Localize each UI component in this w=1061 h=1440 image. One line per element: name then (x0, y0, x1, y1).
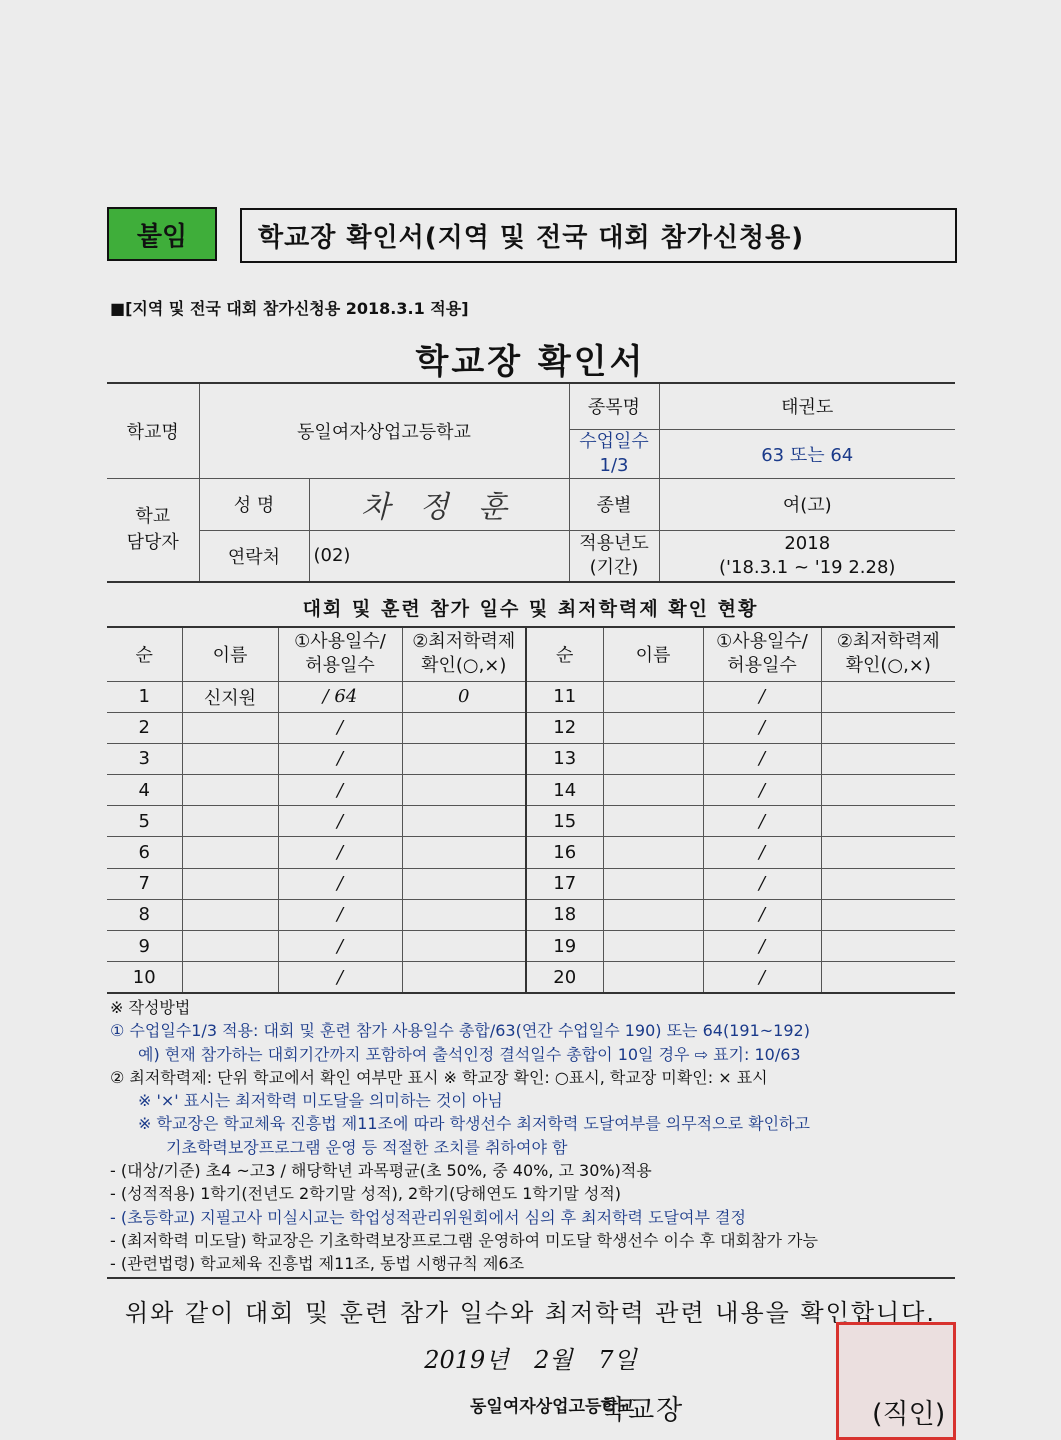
instruction-line: - (성적적용) 1학기(전년도 2학기말 성적), 2학기(당해연도 1학기말 성적) (110, 1184, 622, 1204)
manager-label-line2: 담당자 (126, 531, 179, 553)
row-no-right: 14 (526, 775, 603, 806)
contact-value: (02) (309, 530, 569, 582)
header-check-right (821, 627, 955, 681)
row-check (402, 775, 526, 806)
row-name (182, 837, 278, 868)
row-name (182, 931, 278, 962)
row-no-right: 15 (526, 806, 603, 837)
year-value (659, 530, 955, 582)
row-check-right (821, 743, 955, 774)
class-days-value: 63 또는 64 (659, 429, 955, 478)
attachment-tag: 붙임 (107, 207, 217, 261)
row-check (402, 931, 526, 962)
event-value: 태권도 (659, 383, 955, 429)
row-name (182, 899, 278, 930)
contact-label: 연락처 (199, 530, 309, 582)
row-no: 7 (107, 868, 182, 899)
instruction-line: ※ '×' 표시는 최저학력 미도달을 의미하는 것이 아님 (138, 1091, 503, 1111)
row-no: 8 (107, 899, 182, 930)
row-name-right (603, 931, 703, 962)
instruction-line: 예) 현재 참가하는 대회기간까지 포함하여 출석인정 결석일수 총합이 10일 경우 ⇨ 표기: 10/63 (138, 1044, 801, 1064)
row-no: 3 (107, 743, 182, 774)
year-label-line2: (기간) (589, 556, 639, 578)
seal-label: (직인) (872, 1399, 946, 1430)
row-no: 5 (107, 806, 182, 837)
row-check (402, 806, 526, 837)
row-name (182, 962, 278, 993)
row-days: / (278, 712, 402, 743)
instruction-line: ※ 작성방법 (110, 998, 191, 1017)
section-title: 대회 및 훈련 참가 일수 및 최저학력제 확인 현황 (302, 598, 759, 620)
class-days-label (569, 429, 659, 478)
row-name-right (603, 899, 703, 930)
row-name (182, 868, 278, 899)
row-no: 2 (107, 712, 182, 743)
header-check-right-line1: ②최저학력제 (836, 631, 940, 653)
header-days-line2: 허용일수 (305, 655, 375, 677)
page-title: 학교장 확인서 (415, 342, 646, 382)
table-row (107, 962, 955, 993)
row-check-right (821, 962, 955, 993)
row-check (402, 712, 526, 743)
row-name (182, 806, 278, 837)
year-label (569, 530, 659, 582)
class-days-label-line2: 1/3 (599, 454, 629, 476)
row-check (402, 899, 526, 930)
row-days-right: / (703, 806, 821, 837)
row-name-right (603, 681, 703, 712)
table-row (107, 899, 955, 930)
row-name-right (603, 775, 703, 806)
row-no-right: 11 (526, 681, 603, 712)
name-value: 차 정 훈 (309, 478, 569, 530)
name-label: 성 명 (199, 478, 309, 530)
row-no-right: 12 (526, 712, 603, 743)
event-label: 종목명 (569, 383, 659, 429)
table-row (107, 837, 955, 868)
row-days-right: / (703, 743, 821, 774)
instruction-line: - (최저학력 미도달) 학교장은 기초학력보장프로그램 운영하여 미도달 학생선수 이수 후 대회참가 가능 (110, 1230, 818, 1250)
type-value: 여(고) (659, 478, 955, 530)
row-name (182, 712, 278, 743)
row-no-right: 16 (526, 837, 603, 868)
row-days-right: / (703, 868, 821, 899)
header-check-line2: 확인(○,×) (421, 655, 507, 677)
row-no: 6 (107, 837, 182, 868)
row-name-right (603, 806, 703, 837)
header-no: 순 (107, 627, 182, 681)
row-check (402, 837, 526, 868)
row-days-right: / (703, 962, 821, 993)
row-no: 10 (107, 962, 182, 993)
row-check-right (821, 868, 955, 899)
date-day: 7일 (598, 1346, 637, 1374)
writing-instructions (110, 996, 960, 1276)
date-month: 2월 (534, 1346, 573, 1374)
row-no: 9 (107, 931, 182, 962)
header-check (402, 627, 526, 681)
row-no-right: 20 (526, 962, 603, 993)
header-name: 이름 (182, 627, 278, 681)
year-value-line2: ('18.3.1 ~ '19 2.28) (719, 556, 896, 578)
row-no: 1 (107, 681, 182, 712)
row-check (402, 743, 526, 774)
instruction-line: ※ 학교장은 학교체육 진흥법 제11조에 따라 학생선수 최저학력 도달여부를 의무적으로 확인하고 (138, 1114, 810, 1134)
row-days: / (278, 899, 402, 930)
table-row (107, 743, 955, 774)
row-name (182, 775, 278, 806)
row-check-right (821, 681, 955, 712)
header-no-right: 순 (526, 627, 603, 681)
table-row (107, 712, 955, 743)
instruction-line: ① 수업일수1/3 적용: 대회 및 훈련 참가 사용일수 총합/63(연간 수업일수 190) 또는 64(191~192) (110, 1021, 810, 1041)
year-label-line1: 적용년도 (579, 532, 649, 554)
principal-label: 학교장 (600, 1395, 685, 1426)
divider (107, 1277, 955, 1279)
row-check-right (821, 712, 955, 743)
document-header-title: 학교장 확인서(지역 및 전국 대회 참가신청용) (240, 208, 957, 263)
row-days-right: / (703, 775, 821, 806)
row-no-right: 17 (526, 868, 603, 899)
row-check-right (821, 931, 955, 962)
row-no-right: 19 (526, 931, 603, 962)
row-days: / (278, 962, 402, 993)
row-days: / (278, 837, 402, 868)
table-row (107, 931, 955, 962)
row-check (402, 962, 526, 993)
row-check-right (821, 837, 955, 868)
header-days-line1: ①사용일수/ (294, 631, 386, 653)
row-check (402, 868, 526, 899)
row-check-right (821, 899, 955, 930)
info-table (107, 382, 955, 583)
header-days-right-line2: 허용일수 (727, 655, 797, 677)
row-days: / (278, 743, 402, 774)
table-row (107, 868, 955, 899)
type-label: 종별 (569, 478, 659, 530)
instruction-line: - (대상/기준) 초4 ~고3 / 해당학년 과목평균(초 50%, 중 40%, 고 30%)적용 (110, 1161, 652, 1181)
header-check-line1: ②최저학력제 (412, 631, 516, 653)
school-name-value: 동일여자상업고등학교 (199, 383, 569, 478)
form-subtitle: ■[지역 및 전국 대회 참가신청용 2018.3.1 적용] (110, 299, 469, 318)
header-days (278, 627, 402, 681)
instruction-line: - (초등학교) 지필고사 미실시교는 학업성적관리위원회에서 심의 후 최저학력 도달여부 결정 (110, 1207, 746, 1227)
row-check: 0 (402, 681, 526, 712)
row-days-right: / (703, 712, 821, 743)
instruction-line: - (관련법령) 학교체육 진흥법 제11조, 동법 시행규칙 제6조 (110, 1254, 525, 1274)
manager-label-line1: 학교 (135, 505, 171, 527)
row-days-right: / (703, 931, 821, 962)
row-days-right: / (703, 681, 821, 712)
header-days-right (703, 627, 821, 681)
row-name-right (603, 837, 703, 868)
row-no-right: 18 (526, 899, 603, 930)
row-no: 4 (107, 775, 182, 806)
confirmation-text: 위와 같이 대회 및 훈련 참가 일수와 최저학력 관련 내용을 확인합니다. (124, 1299, 937, 1327)
date-year: 2019년 (424, 1346, 509, 1374)
row-name-right (603, 743, 703, 774)
school-signature: 동일여자상업고등학교 (470, 1397, 635, 1417)
row-no-right: 13 (526, 743, 603, 774)
row-check-right (821, 806, 955, 837)
table-row (107, 681, 955, 712)
row-days: / (278, 806, 402, 837)
row-name-right (603, 712, 703, 743)
instruction-line: 기초학력보장프로그램 운영 등 적절한 조치를 취하여야 함 (166, 1137, 568, 1157)
row-name-right (603, 962, 703, 993)
row-days: / (278, 775, 402, 806)
table-row (107, 806, 955, 837)
school-name-label: 학교명 (107, 383, 199, 478)
manager-label (107, 478, 199, 582)
row-days-right: / (703, 899, 821, 930)
instruction-line: ② 최저학력제: 단위 학교에서 확인 여부만 표시 ※ 학교장 확인: ○표시, 학교장 미확인: × 표시 (110, 1067, 768, 1087)
year-value-line1: 2018 (784, 532, 831, 554)
row-name (182, 743, 278, 774)
row-name: 신지원 (182, 681, 278, 712)
row-days: / (278, 868, 402, 899)
row-days: / 64 (278, 681, 402, 712)
table-row (107, 775, 955, 806)
class-days-label-line1: 수업일수 (579, 430, 649, 452)
participation-table (107, 626, 955, 994)
header-name-right: 이름 (603, 627, 703, 681)
row-check-right (821, 775, 955, 806)
row-days-right: / (703, 837, 821, 868)
header-days-right-line1: ①사용일수/ (716, 631, 808, 653)
row-days: / (278, 931, 402, 962)
header-check-right-line2: 확인(○,×) (845, 655, 931, 677)
row-name-right (603, 868, 703, 899)
